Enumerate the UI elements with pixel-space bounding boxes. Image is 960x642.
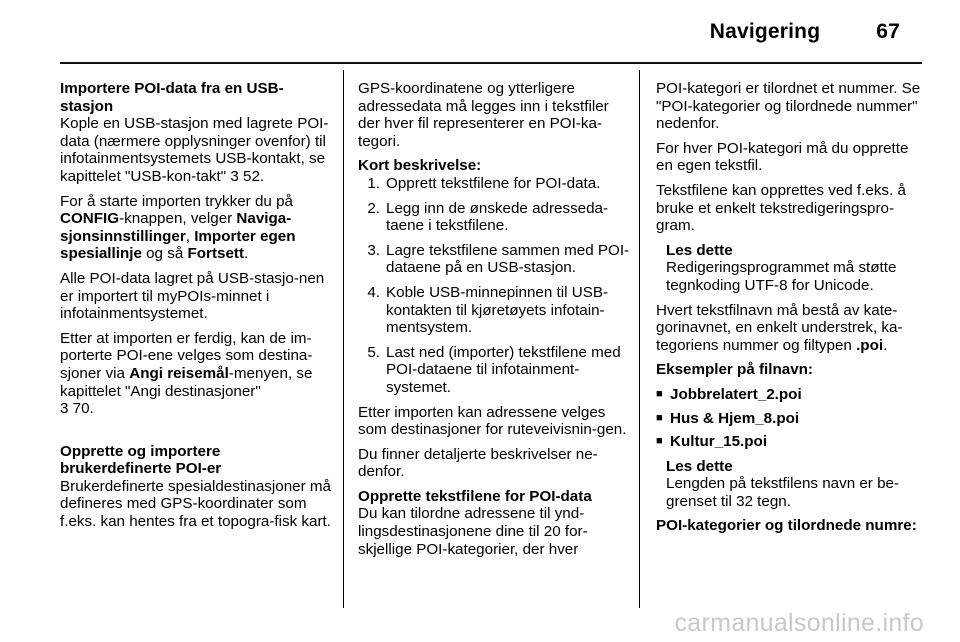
paragraph: For hver POI-kategori må du opprette en egen tekstfil. [656,139,909,175]
page-ref: 3 52. [230,167,265,185]
list-item: ■ Hus & Hjem_8.poi [656,409,800,427]
paragraph: Alle POI-data lagret på USB-stasjo-nen er importert til myPOIs-minnet i infotainmentsystemet. [60,269,325,323]
list-item: 2. Legg inn de ønskede adresseda-taene i tekstfilene. [367,199,609,235]
column-1 [60,80,332,538]
paragraph: Du finner detaljerte beskrivelser ne-denfor. [358,445,598,481]
menu-label: Naviga-sjonsinnstillinger [60,210,292,245]
page-title: Navigering [709,20,821,43]
menu-label: Fortsett [187,245,245,263]
paragraph: Du kan tilordne adressene til ynd-lingsdestinasjonene dine til 20 for-skjellige POI-kategorier, der hver [358,505,588,558]
subheading-examples: Eksempler på filnavn: [656,361,813,379]
menu-label: Importer egen spesiallinje [60,227,296,263]
paragraph: Hvert tekstfilnavn må bestå av kate-gorinavnet, en enkelt understrek, ka-tegoriens nummer og filtypen .poi. [656,301,903,354]
note-box [666,458,924,511]
bullet-icon: ■ [656,387,663,400]
bullet-icon: ■ [656,435,663,448]
paragraph: Brukerdefinerte spesialdestinasjoner må defineres med GPS-koordinater som f.eks. kan hentes fra et topogra-fisk kart. [60,477,331,531]
filename-examples-list [656,386,924,451]
note-text: Redigeringsprogrammet må støtte tegnkoding UTF-8 for Unicode. [666,259,897,294]
paragraph: POI-kategori er tilordnet et nummer. Se "POI-kategorier og tilordnede nummer" nedenfor. [656,80,921,133]
paragraph: For å starte importen trykker du på CONFIG-knappen, velger Naviga-sjonsinnstillinger, Importer egen spesiallinje og så Fortsett. [60,192,296,263]
watermark: carmanualsonline.info [674,609,924,637]
list-item: ■ Jobbrelatert_2.poi [656,385,802,403]
paragraph: Kople en USB-stasjon med lagrete POI-data (nærmere opplysninger ovenfor) til infotainmentsystemets USB-kontakt, se kapittelet "USB-kon-takt" 3 52. [60,115,329,185]
note-title: Les dette [666,241,733,259]
page-ref: 3 70. [60,400,94,418]
steps-list [358,175,630,397]
list-item: 4. Koble USB-minnepinnen til USB-kontakten til kjøretøyets infotain-mentsystem. [367,283,609,337]
subheading-short-description: Kort beskrivelse: [358,157,482,175]
header-rule [60,62,922,64]
list-item: ■ Kultur_15.poi [656,433,768,451]
paragraph: Etter at importen er ferdig, kan de im-porterte POI-ene velges som destina-sjoner via Angi reisemål-menyen, se kapittelet "Angi destinasjoner" 3 70. [60,329,313,418]
section-heading-import-usb: Importere POI-data fra en USB-stasjon [60,80,284,115]
column-3 [656,80,924,535]
page-header [710,20,900,44]
list-item: 5. Last ned (importer) tekstfilene med POI-dataene til infotainment-systemet. [367,343,621,396]
note-text: Lengden på tekstfilens navn er be-grenset til 32 tegn. [666,475,900,510]
key-label: CONFIG [60,210,120,228]
bullet-icon: ■ [656,411,663,424]
paragraph: Tekstfilene kan opprettes ved f.eks. å bruke et enkelt tekstredigeringspro-gram. [656,181,906,235]
subheading-create-files: Opprette tekstfilene for POI-data [358,487,592,505]
page-number: 67 [876,20,900,43]
section-heading-user-poi: Opprette og importere brukerdefinerte POI-er [60,442,222,478]
note-title: Les dette [666,457,733,475]
file-extension: .poi [856,336,884,354]
note-box [666,242,924,295]
menu-label: Angi reisemål [129,364,229,382]
subheading-categories: POI-kategorier og tilordnede numre: [656,517,917,535]
paragraph: Etter importen kan adressene velges som destinasjoner for ruteveivisnin-gen. [358,403,627,439]
paragraph: GPS-koordinatene og ytterligere adressedata må legges inn i tekstfiler der hver fil representerer en POI-ka-tegori. [358,80,609,150]
column-divider-2 [639,70,640,608]
column-2 [358,80,630,565]
column-divider-1 [343,70,344,608]
list-item: 1. Opprett tekstfilene for POI-data. [367,174,601,192]
list-item: 3. Lagre tekstfilene sammen med POI-dataene på en USB-stasjon. [367,241,630,277]
